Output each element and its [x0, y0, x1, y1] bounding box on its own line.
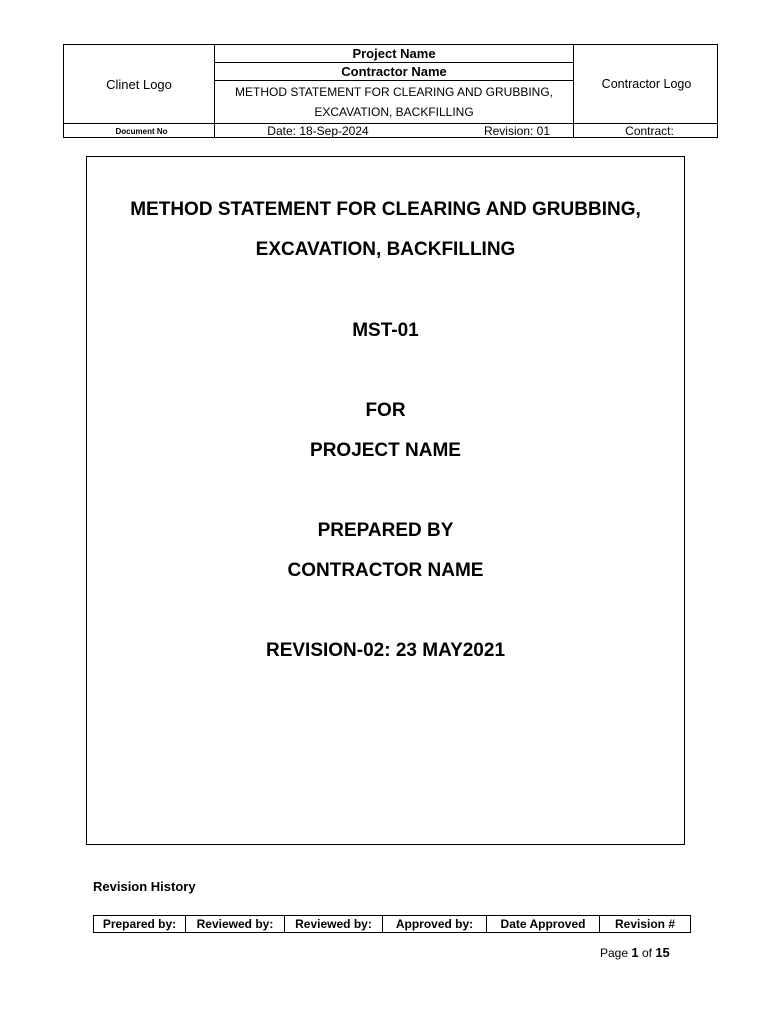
method-title-line1: METHOD STATEMENT FOR CLEARING AND GRUBBING,	[234, 85, 554, 99]
of-word: of	[641, 946, 652, 960]
page-total: 15	[655, 945, 670, 960]
cover-title-line2: EXCAVATION, BACKFILLING	[255, 239, 516, 260]
col-reviewed-by-2: Reviewed by:	[285, 916, 383, 932]
client-logo: Clinet Logo	[106, 76, 172, 92]
divider	[64, 123, 718, 124]
document-number-label: Document No	[115, 126, 168, 136]
divider	[215, 80, 573, 81]
cover-contractor-name: CONTRACTOR NAME	[287, 560, 484, 581]
document-revision: Revision: 01	[483, 124, 551, 138]
document-date: Date: 18-Sep-2024	[267, 124, 369, 138]
contractor-logo: Contractor Logo	[601, 77, 692, 91]
page-current: 1	[631, 945, 639, 960]
revision-history-heading: Revision History	[93, 879, 196, 894]
cover-page-box	[86, 156, 685, 845]
method-statement-title	[215, 81, 573, 123]
document-code: MST-01	[352, 320, 419, 341]
col-approved-by: Approved by:	[383, 916, 487, 932]
document-header-table	[63, 44, 718, 138]
col-reviewed-by: Reviewed by:	[186, 916, 285, 932]
for-label: FOR	[365, 400, 406, 421]
divider	[214, 45, 215, 138]
divider	[215, 62, 573, 63]
contract-label: Contract:	[625, 124, 674, 138]
revision-history-table	[93, 915, 691, 933]
col-prepared-by: Prepared by:	[94, 916, 186, 932]
page-number	[600, 945, 670, 960]
page-word: Page	[600, 946, 629, 960]
col-revision-number: Revision #	[614, 917, 676, 931]
contractor-name: Contractor Name	[341, 64, 447, 79]
prepared-by-label: PREPARED BY	[317, 520, 454, 541]
col-date-approved: Date Approved	[487, 916, 600, 932]
cover-project-name: PROJECT NAME	[310, 440, 461, 461]
project-name: Project Name	[352, 46, 436, 61]
cover-revision: REVISION-02: 23 MAY2021	[265, 640, 506, 661]
cover-title-line1: METHOD STATEMENT FOR CLEARING AND GRUBBING,	[130, 199, 641, 220]
method-title-line2: EXCAVATION, BACKFILLING	[314, 105, 474, 119]
divider	[573, 45, 574, 138]
